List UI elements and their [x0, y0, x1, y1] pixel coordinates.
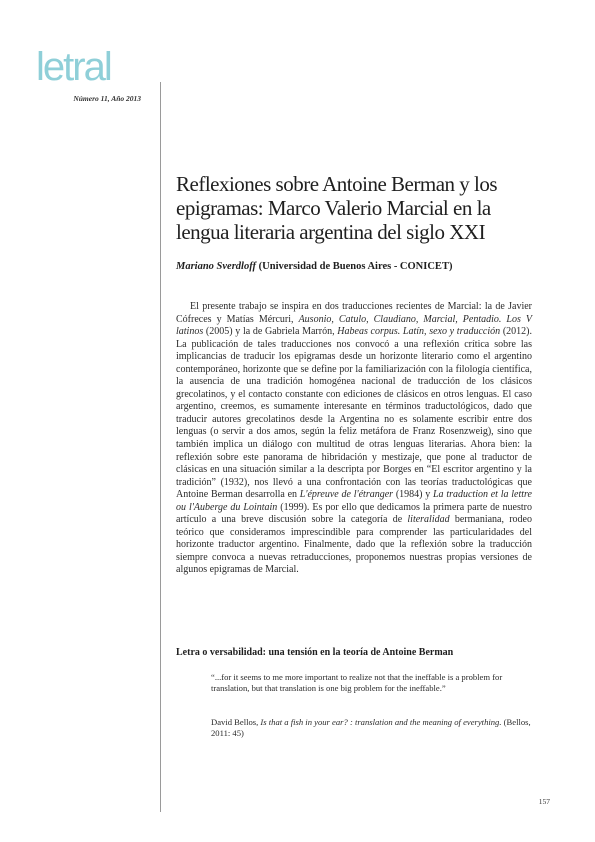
abstract-text: (1999). Es por ello que dedicamos la primera parte de nuestro artículo a una breve discusión sobre la categoría de [176, 501, 532, 526]
book-title: La traduction et la lettre ou l'Auberge du Lointain [176, 489, 532, 513]
abstract-text: bermaniana, rodeo teórico que consideramos imprescindible para comprender las particularidades del horizonte traductor argentino. Finalmente, dado que la reflexión sobre la traducción siempre convoca a nuevas retraducciones, proponemos nuestras propias versiones de algunos epigramas de Marcial. [176, 514, 532, 576]
author-line [176, 261, 536, 272]
book-title: Habeas corpus. Latín, sexo y traducción [337, 326, 501, 338]
key-term: literalidad [407, 514, 450, 526]
abstract-text: (2012). La publicación de tales traducciones nos convocó a una reflexión crítica sobre las implicancias de traducir los epigramas desde un horizonte literario como el argentino contemporáneo, horizonte que se define por la familiarización con la filología científica, la ausencia de una tradición homogénea nacional de traducción de los clásicos grecolatinos, y el contacto constante con ediciones de clásicos en otros lenguas. El caso argentino, creemos, es sumamente interesante en términos traductológicos, dado que traducir autores grecolatinos desde la Argentina no es solamente escribir entre dos lenguas (o servir a dos amos, según la feliz metáfora de Franz Rosenzweig), sino que también implica un diálogo con multitud de otras lenguas literarias. Ahora bien: la reflexión sobre este panorama de hibridación y mestizaje, que pone al traductor de clásicas en una situación similar a la descripta por Borges en “El escritor argentino y la tradición” (1932), nos llevó a una confrontación con las teorías traductológicas que Antoine Berman desarrolla en [176, 326, 532, 501]
book-title: Ausonio, Catulo, Claudiano, Marcial, Pentadio. Los V latinos [176, 313, 532, 338]
author-affiliation: (Universidad de Buenos Aires - CONICET) [256, 261, 453, 272]
abstract-paragraph [176, 301, 532, 577]
epigraph-quote: “...for it seems to me more important to realize not that the ineffable is a problem for translation, but that translation is one big problem for the ineffable.” [211, 672, 503, 694]
issue-label: Número 11, Año 2013 [73, 94, 141, 103]
page-number: 157 [538, 797, 550, 806]
section-heading: Letra o versabilidad: una tensión en la teoría de Antoine Berman [176, 647, 454, 658]
abstract-text: El presente trabajo se inspira en dos traducciones recientes de Marcial: la de Javier Cófreces y Matías Mércuri, [176, 301, 532, 325]
cite-title: Is that a fish in your ear? : translation and the meaning of everything. [260, 717, 502, 727]
author-name: Mariano Sverdloff [176, 261, 257, 272]
article-title: Reflexiones sobre Antoine Berman y los epigramas: Marco Valerio Marcial en la lengua literaria argentina del siglo XXI [176, 172, 498, 244]
logo-wordmark: letral [36, 45, 111, 89]
cite-reference: (Bellos, 2011: 45) [211, 717, 531, 739]
abstract-text: (2005) y la de Gabriela Marrón, [203, 326, 338, 338]
book-title: L'épreuve de l'étranger [299, 489, 394, 501]
epigraph-citation [211, 717, 531, 740]
margin-rule [160, 82, 161, 812]
cite-author: David Bellos, [211, 717, 261, 727]
abstract-text: (1984) y [393, 489, 433, 501]
letral-logo [36, 44, 144, 90]
